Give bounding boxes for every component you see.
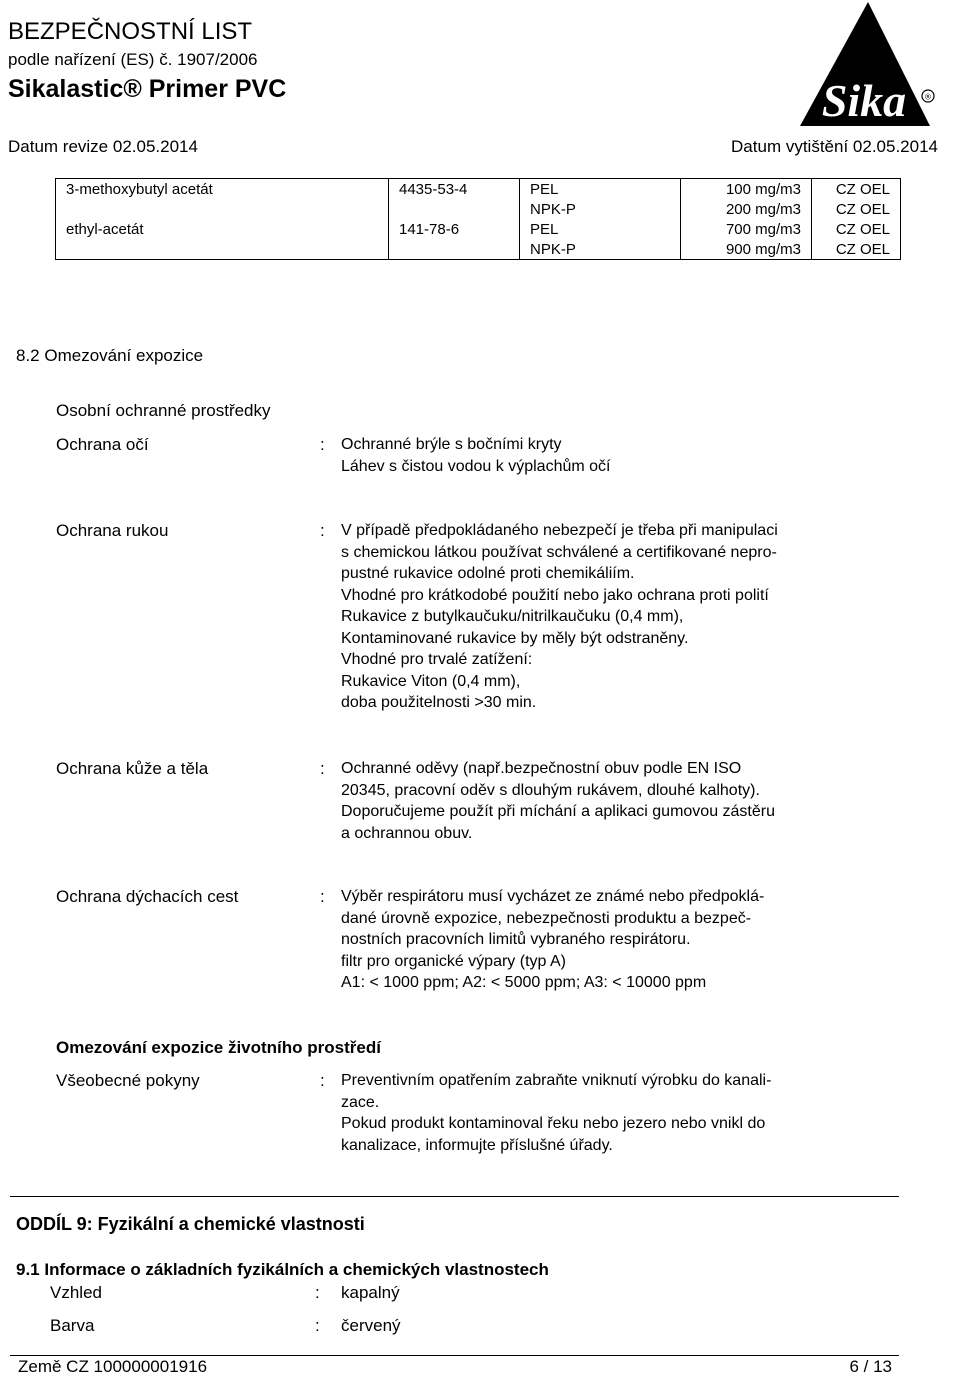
text-line: kanalizace, informujte příslušné úřady. [341,1136,613,1154]
substance-cell: ethyl-acetát [56,219,389,239]
colon-separator: : [320,435,325,454]
revision-date: Datum revize 02.05.2014 [8,137,198,156]
text-line: Vhodné pro krátkodobé použití nebo jako ochrana proti polití [341,586,769,604]
text-line: Ochranné brýle s bočními kryty [341,436,562,453]
product-name: Sikalastic® Primer PVC [8,75,287,103]
cas-cell [389,239,520,260]
text-line: Vhodné pro trvalé zatížení: [341,651,533,668]
colon-separator: : [320,759,325,778]
text-line: Rukavice z butylkaučuku/nitrilkaučuku (0,4 mm), [341,608,684,625]
limit-value-cell: 200 mg/m3 [681,199,812,219]
table-row [56,219,901,239]
eye-protection-value [341,434,610,477]
text-line: Láhev s čistou vodou k výplachům očí [341,457,611,475]
sika-logo [788,0,938,130]
limit-type-cell: NPK-P [520,239,681,260]
document-title: BEZPEČNOSTNÍ LIST [8,18,253,45]
substance-cell [56,199,389,219]
text-line: a ochrannou obuv. [341,824,473,842]
colon-separator: : [315,1316,320,1335]
text-line: dané úrovně expozice, nebezpečnosti produktu a bezpeč- [341,909,752,927]
text-line: A1: < 1000 ppm; A2: < 5000 ppm; A3: < 10000 ppm [341,974,707,991]
general-advice-value [341,1070,771,1156]
table-row [56,239,901,260]
page-number: 6 / 13 [849,1357,892,1376]
text-line: doba použitelnosti >30 min. [341,694,537,711]
limit-value-cell: 700 mg/m3 [681,219,812,239]
color-value: červený [341,1316,401,1335]
colon-separator: : [320,887,325,906]
basis-cell: CZ OEL [812,219,901,239]
limit-value-cell: 100 mg/m3 [681,179,812,200]
environmental-exposure-heading: Omezování expozice životního prostředí [56,1038,381,1057]
text-line: Kontaminované rukavice by měly být odstraněny. [341,629,689,647]
limit-value-cell: 900 mg/m3 [681,239,812,260]
print-date: Datum vytištění 02.05.2014 [731,137,938,156]
text-line: s chemickou látkou používat schválené a certifikované nepro- [341,543,777,561]
text-line: Doporučujeme použít při míchání a aplikaci gumovou zástěru [341,803,775,820]
text-line: filtr pro organické výpary (typ A) [341,952,566,970]
skin-protection-label: Ochrana kůže a těla [56,759,209,778]
text-line: Rukavice Viton (0,4 mm), [341,672,521,690]
text-line: zace. [341,1093,380,1111]
substance-cell: 3-methoxybutyl acetát [56,179,389,200]
text-line: Ochranné oděvy (např.bezpečnostní obuv podle EN ISO [341,760,742,777]
text-line: V případě předpokládaného nebezpečí je třeba při manipulaci [341,522,778,539]
basis-cell: CZ OEL [812,239,901,260]
limit-type-cell: NPK-P [520,199,681,219]
text-line: Pokud produkt kontaminoval řeku nebo jezero nebo vnikl do [341,1115,766,1132]
general-advice-label: Všeobecné pokyny [56,1071,200,1090]
substance-cell [56,239,389,260]
text-line: nostních pracovních limitů vybraného respirátoru. [341,931,691,948]
skin-protection-value [341,758,775,844]
limit-type-cell: PEL [520,219,681,239]
table-row [56,179,901,200]
respiratory-protection-label: Ochrana dýchacích cest [56,887,239,906]
svg-text:®: ® [925,92,931,102]
respiratory-protection-value [341,886,764,994]
basis-cell: CZ OEL [812,179,901,200]
text-line: Výběr respirátoru musí vycházet ze známé nebo předpoklá- [341,888,765,905]
ppe-heading: Osobní ochranné prostředky [56,401,271,420]
section-divider [10,1196,899,1197]
table-row [56,199,901,219]
appearance-value: kapalný [341,1283,400,1302]
section-8-2-title: 8.2 Omezování expozice [16,346,204,365]
eye-protection-label: Ochrana očí [56,435,149,454]
regulation-reference: podle nařízení (ES) č. 1907/2006 [8,50,258,69]
basis-cell: CZ OEL [812,199,901,219]
limit-type-cell: PEL [520,179,681,200]
hand-protection-value [341,520,778,714]
cas-cell: 141-78-6 [389,219,520,239]
section-9-title: ODDÍL 9: Fyzikální a chemické vlastnosti [16,1214,365,1234]
cas-cell: 4435-53-4 [389,179,520,200]
logo-text: Sika [821,75,907,126]
footer-country-code: Země CZ 100000001916 [18,1357,208,1376]
text-line: 20345, pracovní oděv s dlouhým rukávem, dlouhé kalhoty). [341,781,760,799]
text-line: Preventivním opatřením zabraňte vniknutí výrobku do kanali- [341,1072,772,1089]
text-line: pustné rukavice odolné proti chemikáliím. [341,565,635,582]
color-label: Barva [50,1316,95,1335]
cas-cell [389,199,520,219]
colon-separator: : [320,521,325,540]
exposure-limits-table [55,178,901,260]
appearance-label: Vzhled [50,1283,102,1302]
hand-protection-label: Ochrana rukou [56,521,169,540]
colon-separator: : [315,1283,320,1302]
footer-divider [10,1355,899,1356]
section-9-1-title: 9.1 Informace o základních fyzikálních a chemických vlastnostech [16,1260,549,1279]
colon-separator: : [320,1071,325,1090]
